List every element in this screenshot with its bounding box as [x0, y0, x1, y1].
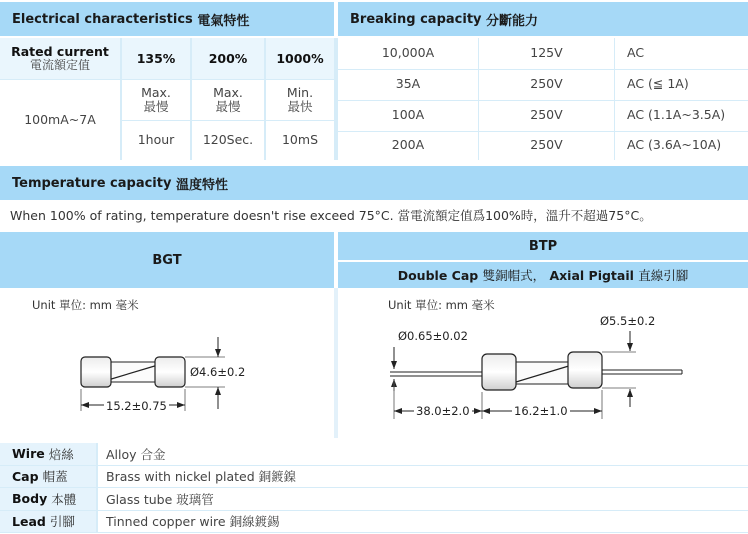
electrical-title-zh: 電氣特性 — [197, 13, 250, 29]
rated-current-en: Rated current — [11, 43, 109, 59]
temperature-title-zh: 溫度特性 — [175, 177, 228, 193]
breaking-header — [338, 2, 748, 36]
grid-line — [0, 532, 748, 533]
min-cell — [266, 80, 334, 120]
bgt-cap-left — [81, 357, 111, 387]
breaking-voltage: 250V — [530, 76, 563, 92]
btp-sub-b-zh: 直線引腳 — [638, 268, 689, 283]
max1-zh: 最慢 — [143, 99, 169, 114]
breaking-voltage: 250V — [530, 137, 563, 153]
btp-title: BTP — [528, 238, 558, 254]
time-1000: 10mS — [281, 132, 319, 148]
material-value: Tinned copper wire 銅線鍍錫 — [106, 514, 280, 530]
breaking-current: 100A — [391, 107, 425, 123]
btp-cap-dia-label: Ø5.5±0.2 — [600, 314, 656, 328]
breaking-current: 10,000A — [381, 45, 435, 61]
material-label-zh: 帽蓋 — [42, 469, 68, 485]
grid-line — [0, 79, 334, 80]
btp-body-len-label: 16.2±1.0 — [514, 404, 568, 418]
bgt-title: BGT — [152, 252, 182, 268]
btp-cap-right — [568, 352, 602, 388]
btp-sub-b: Axial Pigtail — [549, 267, 634, 283]
col-135: 135% — [136, 50, 176, 66]
btp-subheader — [338, 262, 748, 288]
min-en: Min. — [286, 84, 314, 100]
breaking-title-zh: 分斷能力 — [486, 13, 539, 29]
grid-line — [190, 38, 192, 160]
grid-line — [264, 38, 266, 160]
electrical-header — [0, 2, 334, 36]
btp-cap-left — [482, 354, 516, 390]
grid-line — [96, 443, 98, 533]
breaking-type: AC (≦ 1A) — [627, 76, 689, 92]
grid-line — [120, 38, 122, 160]
temperature-text: When 100% of rating, temperature doesn't rise exceed 75°C. 當電流額定值爲100%時，溫升不超過75°C。 — [10, 208, 652, 223]
max2-zh: 最慢 — [215, 99, 241, 114]
material-value: Alloy 合金 — [106, 446, 166, 462]
col-200: 200% — [208, 50, 248, 66]
grid-line — [334, 288, 338, 438]
breaking-type: AC (1.1A~3.5A) — [627, 107, 726, 123]
material-label-zh: 引腳 — [49, 514, 75, 530]
bgt-cap-right — [155, 357, 185, 387]
bgt-dia-label: Ø4.6±0.2 — [190, 365, 246, 379]
material-label — [0, 488, 96, 510]
breaking-current: 35A — [395, 76, 421, 92]
material-label-zh: 焙絲 — [48, 446, 74, 462]
material-label — [0, 511, 96, 533]
grid-line — [614, 38, 615, 160]
electrical-title: Electrical characteristics — [12, 11, 193, 27]
breaking-type: AC — [627, 45, 645, 61]
breaking-title: Breaking capacity — [350, 11, 482, 27]
max1-en: Max. — [141, 84, 171, 100]
breaking-type: AC (3.6A~10A) — [627, 137, 722, 153]
bgt-len-label: 15.2±0.75 — [106, 399, 167, 413]
btp-lead-len-label: 38.0±2.0 — [416, 404, 470, 418]
btp-sub-a-zh: 雙銅帽式， — [482, 268, 546, 283]
bgt-header — [0, 232, 334, 288]
time-135: 1hour — [137, 132, 175, 148]
material-label-en: Wire — [12, 446, 45, 462]
col-1000: 1000% — [276, 50, 324, 66]
rated-current-zh: 電流額定值 — [29, 58, 90, 73]
max1-cell — [122, 80, 190, 120]
breaking-current: 200A — [391, 137, 425, 153]
bgt-unit: Unit 單位: mm 毫米 — [32, 298, 139, 312]
grid-line — [478, 38, 479, 160]
material-label-zh: 本體 — [51, 491, 77, 507]
material-label-en: Body — [12, 491, 48, 507]
time-200: 120Sec. — [202, 132, 254, 148]
btp-wire-dia-label: Ø0.65±0.02 — [398, 329, 468, 343]
btp-header — [338, 232, 748, 260]
max2-en: Max. — [213, 84, 243, 100]
max2-cell — [192, 80, 264, 120]
min-zh: 最快 — [287, 99, 313, 114]
material-value: Brass with nickel plated 銅鍍鎳 — [106, 469, 297, 485]
breaking-voltage: 250V — [530, 107, 563, 123]
rated-current-label — [0, 38, 120, 80]
temperature-header — [0, 166, 748, 200]
btp-sub-a: Double Cap — [397, 267, 479, 283]
grid-line — [122, 120, 334, 121]
material-label — [0, 443, 96, 465]
material-label — [0, 466, 96, 488]
material-label-en: Cap — [12, 468, 39, 484]
breaking-voltage: 125V — [530, 45, 563, 61]
btp-unit: Unit 單位: mm 毫米 — [388, 298, 495, 312]
range-value: 100mA~7A — [24, 111, 96, 127]
material-label-en: Lead — [12, 513, 46, 529]
temperature-title: Temperature capacity — [12, 175, 172, 191]
material-value: Glass tube 玻璃管 — [106, 491, 214, 507]
